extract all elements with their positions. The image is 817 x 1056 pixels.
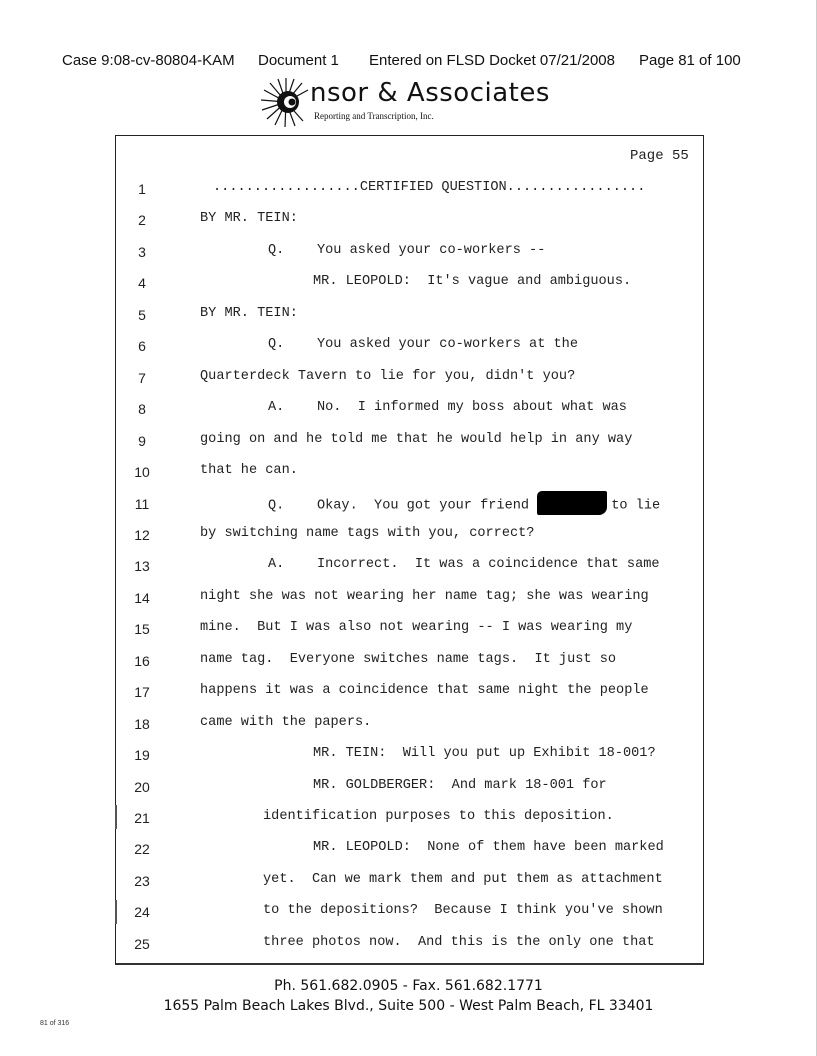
transcript-line	[115, 456, 702, 487]
line-text	[200, 620, 632, 635]
footer-phone: Ph. 561.682.0905 - Fax. 561.682.1771	[274, 978, 543, 994]
line-text	[263, 903, 663, 918]
entered-date: Entered on FLSD Docket 07/21/2008	[369, 52, 615, 69]
line-text	[313, 840, 664, 855]
transcript-line	[115, 802, 702, 833]
transcript-line	[115, 896, 702, 927]
line-text	[263, 809, 614, 824]
line-text	[200, 589, 649, 604]
transcript-line	[115, 550, 702, 581]
line-text	[200, 432, 632, 447]
line-text	[268, 337, 578, 352]
line-text-body: A. Incorrect. It was a coincidence that same	[268, 557, 660, 573]
line-text-body: MR. TEIN: Will you put up Exhibit 18-001?	[313, 746, 656, 762]
line-number: 16	[134, 652, 150, 669]
transcript-line	[115, 708, 702, 739]
transcript-line	[115, 645, 702, 676]
line-number: 8	[138, 401, 146, 418]
transcript-line	[115, 739, 702, 770]
line-text	[200, 683, 649, 698]
line-number: 25	[134, 935, 150, 952]
line-text-body: came with the papers.	[200, 714, 372, 730]
transcript-line	[115, 362, 702, 393]
line-text	[268, 243, 545, 258]
transcript-line	[115, 393, 702, 424]
line-number: 4	[138, 275, 146, 292]
line-text	[213, 180, 645, 195]
line-text-body: Q. You asked your co-workers --	[268, 242, 546, 258]
logo-name: nsor & Associates	[310, 78, 550, 108]
transcript-line	[115, 865, 702, 896]
line-text-body: MR. GOLDBERGER: And mark 18-001 for	[313, 777, 607, 793]
line-number: 17	[134, 684, 150, 701]
document-number: Document 1	[258, 52, 339, 69]
line-number: 10	[134, 464, 150, 481]
line-number: 5	[138, 306, 146, 323]
line-number: 9	[138, 432, 146, 449]
line-number: 14	[134, 589, 150, 606]
line-text-body: BY MR. TEIN:	[200, 211, 298, 227]
line-text	[263, 935, 655, 950]
logo-tagline: Reporting and Transcription, Inc.	[314, 111, 434, 121]
line-number: 3	[138, 243, 146, 260]
line-text-body: name tag. Everyone switches name tags. It just so	[200, 651, 617, 667]
line-number: 11	[134, 495, 150, 512]
transcript-line	[115, 299, 702, 330]
line-text-body: happens it was a coincidence that same night the people	[200, 683, 649, 699]
line-text-body: by switching name tags with you, correct?	[200, 525, 535, 541]
case-number: Case 9:08-cv-80804-KAM	[62, 52, 235, 69]
line-text	[313, 274, 631, 289]
line-text	[268, 557, 660, 572]
line-text-body: Q. You asked your co-workers at the	[268, 337, 578, 353]
transcript-line	[115, 928, 702, 959]
sunburst-logo-icon	[258, 76, 314, 128]
sheet-count: 81 of 316	[40, 1020, 70, 1027]
line-text	[263, 872, 663, 887]
transcript-line	[115, 204, 702, 235]
line-number: 22	[134, 841, 150, 858]
line-text	[313, 778, 607, 793]
line-text-body: A. No. I informed my boss about what was	[268, 400, 627, 416]
line-text-body: to the depositions? Because I think you've shown	[263, 903, 663, 919]
line-number: 1	[138, 181, 146, 197]
transcript-line	[115, 613, 702, 644]
transcript-page-label: Page 55	[630, 148, 689, 164]
line-number: 20	[134, 778, 150, 795]
redaction-block	[537, 491, 607, 515]
line-text-body: BY MR. TEIN:	[200, 305, 298, 321]
transcript-line	[115, 488, 702, 519]
line-number: 12	[134, 526, 150, 543]
line-text-body: mine. But I was also not wearing -- I was wearing my	[200, 620, 633, 636]
line-text	[200, 652, 616, 667]
line-number: 19	[134, 747, 150, 764]
line-text-body: MR. LEOPOLD: It's vague and ambiguous.	[313, 274, 632, 290]
line-number: 18	[134, 715, 150, 732]
line-text	[200, 715, 371, 730]
line-text-body: MR. LEOPOLD: None of them have been marked	[313, 840, 664, 856]
line-text	[313, 746, 656, 761]
line-text-body: ..................CERTIFIED QUESTION.................	[213, 180, 646, 195]
line-text	[200, 463, 298, 478]
line-text-body: three photos now. And this is the only one that	[263, 934, 655, 950]
footer-address: 1655 Palm Beach Lakes Blvd., Suite 500 - West Palm Beach, FL 33401	[163, 998, 654, 1014]
line-number: 6	[138, 338, 146, 355]
margin-mark	[115, 805, 117, 829]
line-text	[200, 526, 534, 541]
line-text-body: Q. Okay. You got your friend	[268, 498, 538, 514]
transcript-line	[115, 236, 702, 267]
transcript-line	[115, 676, 702, 707]
line-number: 7	[138, 369, 146, 386]
line-number: 21	[134, 810, 150, 826]
page-count: Page 81 of 100	[639, 52, 741, 69]
line-text	[268, 495, 660, 515]
transcript-line	[115, 582, 702, 613]
line-number: 2	[138, 212, 146, 229]
line-number: 23	[134, 872, 150, 889]
line-number: 15	[134, 621, 150, 638]
line-text-body: that he can.	[200, 463, 298, 479]
transcript-line	[115, 771, 702, 802]
transcript-line	[115, 330, 702, 361]
transcript-line	[115, 425, 702, 456]
line-text	[268, 400, 627, 415]
line-number: 13	[134, 558, 150, 575]
line-text-body: Quarterdeck Tavern to lie for you, didn't you?	[200, 368, 576, 384]
line-text-body: going on and he told me that he would help in any way	[200, 431, 633, 447]
line-text-body: identification purposes to this deposition.	[263, 809, 614, 824]
line-text-body: yet. Can we mark them and put them as attachment	[263, 871, 663, 887]
transcript-line	[115, 833, 702, 864]
margin-mark	[115, 900, 117, 924]
transcript-line	[115, 173, 702, 204]
reporter-logo	[258, 76, 558, 128]
transcript-line	[115, 519, 702, 550]
line-text-body: night she was not wearing her name tag; she was wearing	[200, 588, 649, 604]
line-text	[200, 211, 298, 226]
line-text	[200, 306, 298, 321]
transcript-line	[115, 267, 702, 298]
line-number: 24	[134, 904, 150, 921]
line-text	[200, 369, 575, 384]
line-text-after-redaction: to lie	[611, 498, 661, 514]
